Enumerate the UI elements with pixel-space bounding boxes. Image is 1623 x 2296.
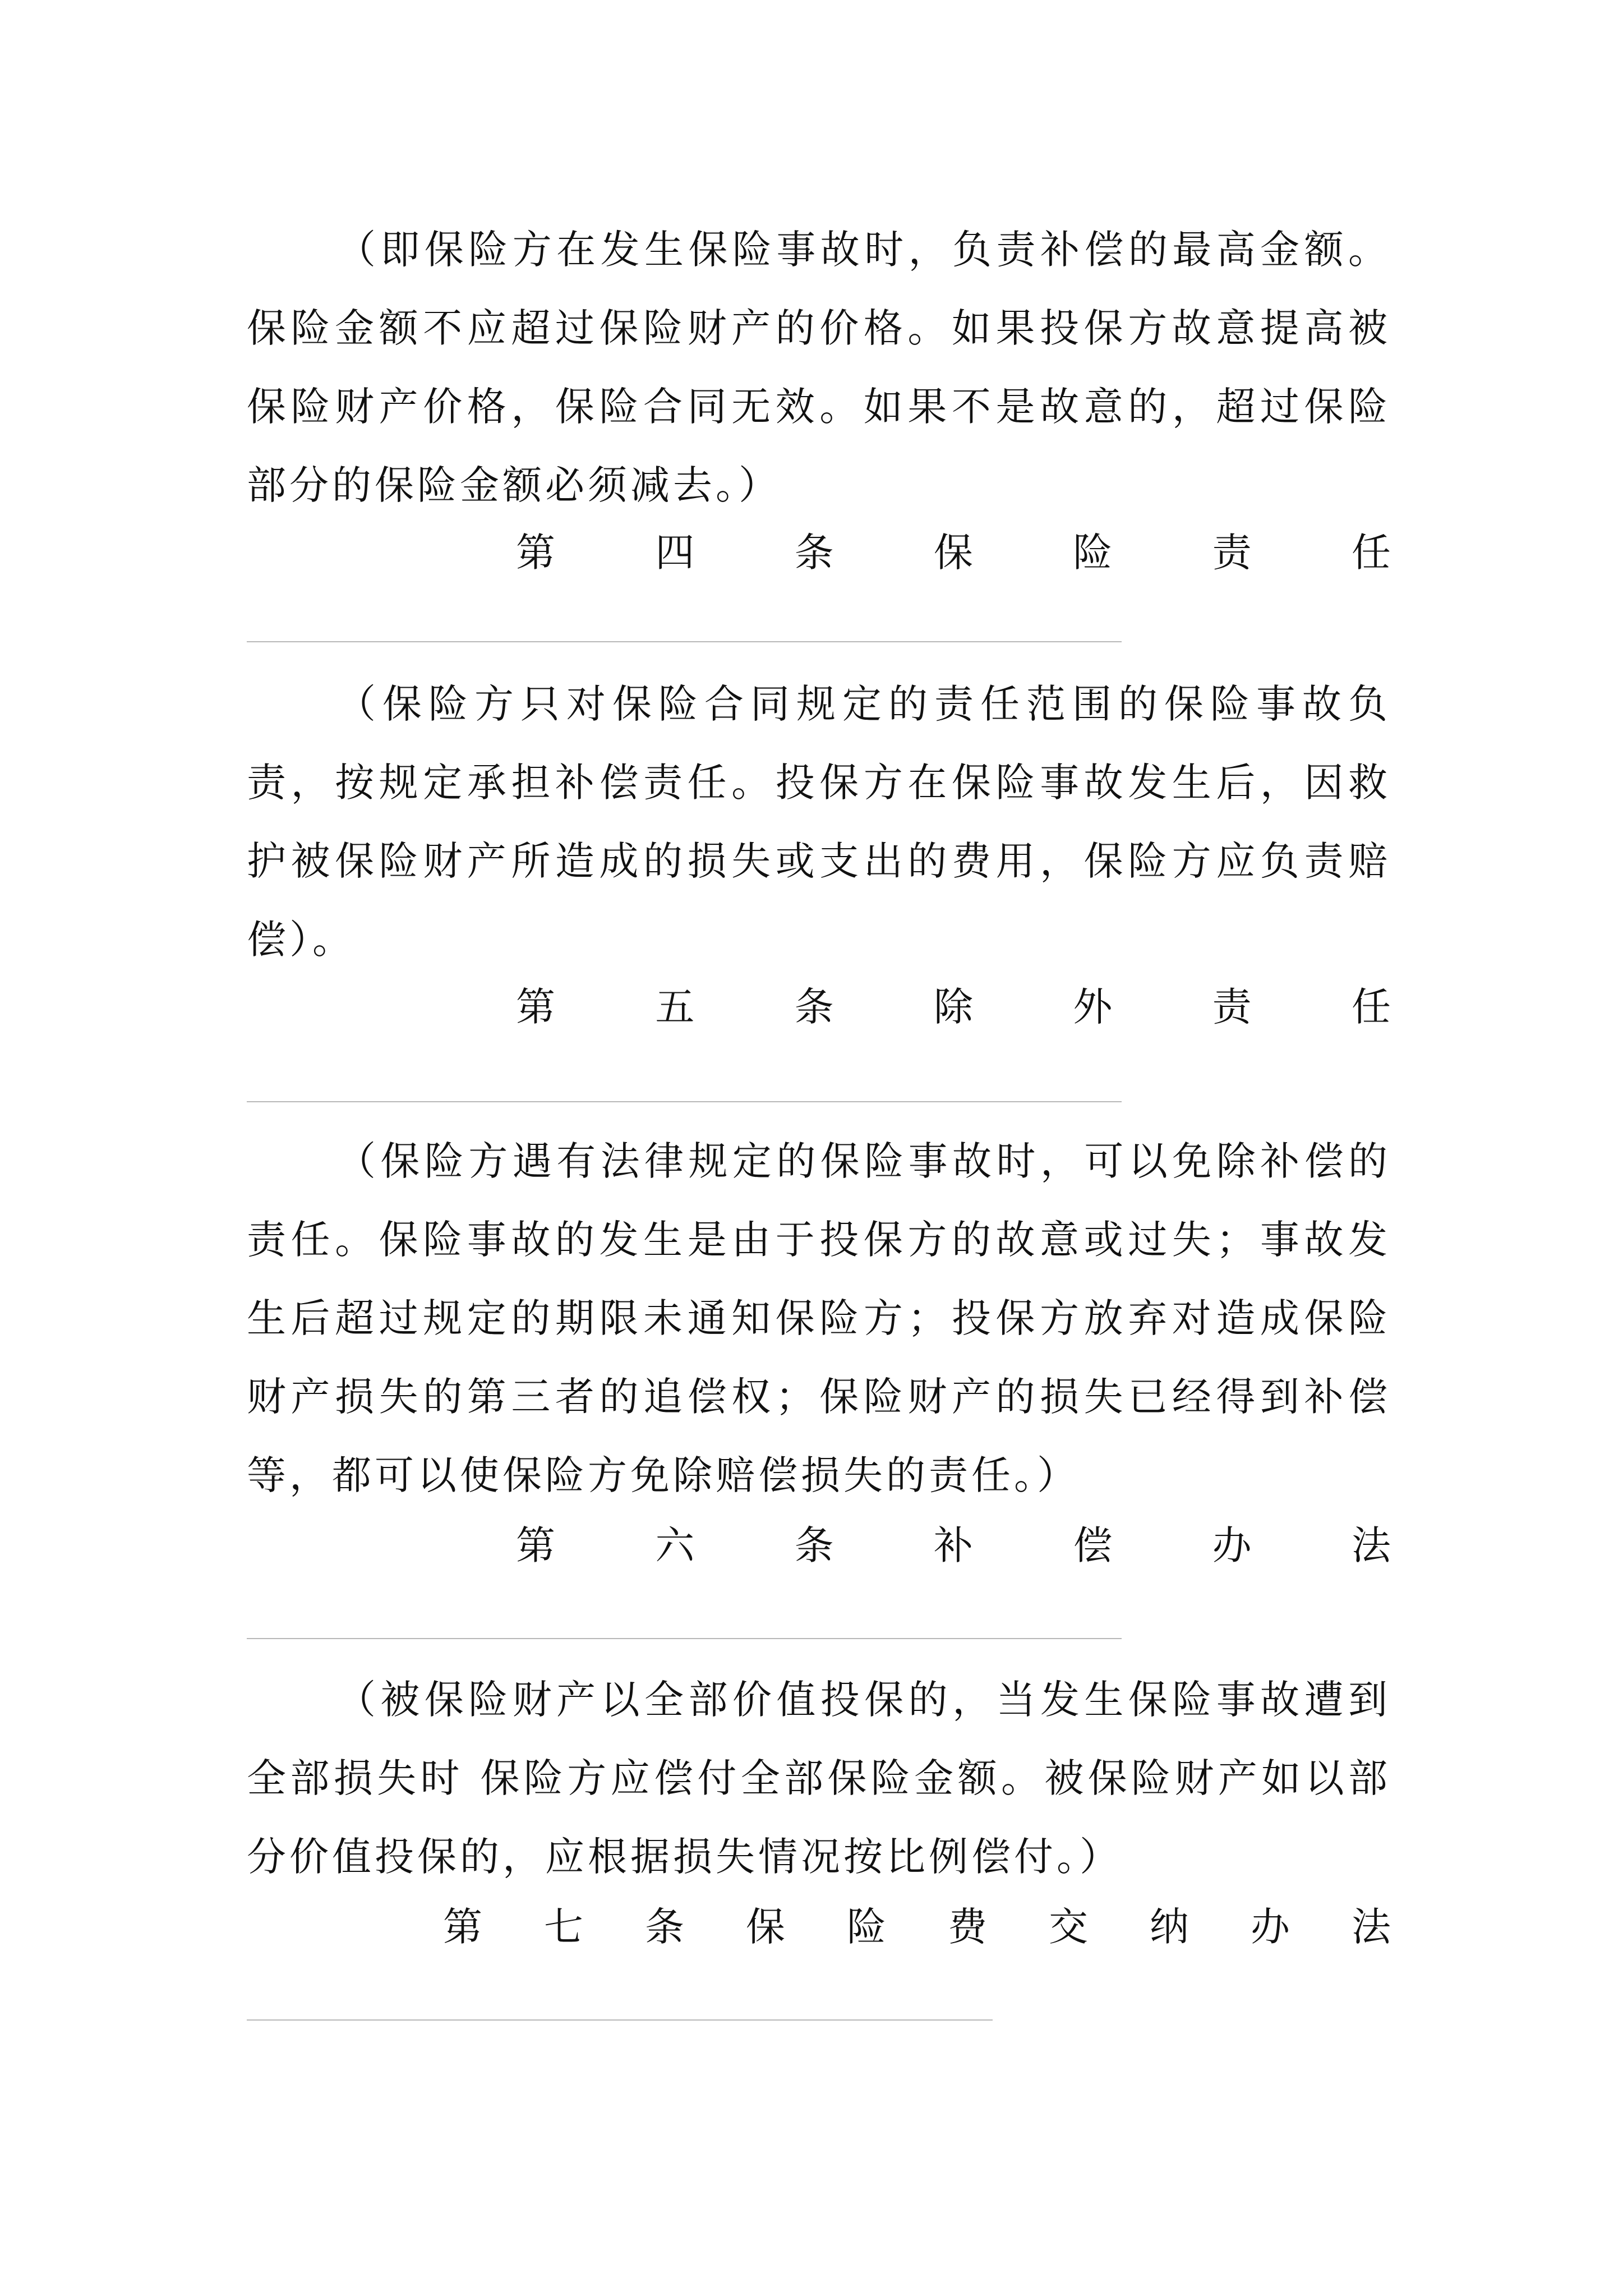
heading-char: 七 (544, 1904, 583, 1950)
heading-char: 法 (1351, 1522, 1391, 1568)
heading-char: 偿 (1073, 1522, 1113, 1568)
heading-char: 费 (948, 1904, 987, 1950)
heading-char: 第 (516, 1522, 555, 1568)
heading-char: 责 (1212, 984, 1252, 1030)
heading-char: 交 (1049, 1904, 1088, 1950)
heading-char: 条 (794, 1522, 834, 1568)
blank-underline (247, 1101, 1122, 1102)
heading-char: 保 (746, 1904, 785, 1950)
heading-article-6 (247, 1506, 1391, 1585)
heading-char: 险 (847, 1904, 886, 1950)
heading-char: 责 (1212, 530, 1252, 576)
blank-underline (247, 2019, 993, 2021)
paragraph-exclusions: （保险方遇有法律规定的保险事故时，可以免除补偿的责任。保险事故的发生是由于投保方的故意或过失；事故发生后超过规定的期限未通知保险方；投保方放弃对造成保险财产损失的第三者的追偿权；保险财产的损失已经得到补偿等，都可以使保险方免除赔偿损失的责任。） (247, 1138, 1391, 1498)
heading-char: 外 (1073, 984, 1113, 1030)
blank-underline (247, 641, 1122, 642)
heading-char: 除 (933, 984, 973, 1030)
heading-article-4 (247, 513, 1391, 592)
heading-char: 法 (1352, 1904, 1391, 1950)
heading-char: 险 (1073, 530, 1113, 576)
heading-char: 办 (1251, 1904, 1290, 1950)
heading-char: 第 (516, 984, 555, 1030)
heading-char: 五 (655, 984, 695, 1030)
heading-char: 条 (794, 984, 834, 1030)
heading-char: 条 (794, 530, 834, 576)
heading-char: 第 (443, 1904, 482, 1950)
heading-char: 第 (516, 530, 555, 576)
heading-char: 任 (1351, 984, 1391, 1030)
heading-char: 六 (655, 1522, 695, 1568)
heading-char: 任 (1351, 530, 1391, 576)
heading-char: 办 (1212, 1522, 1252, 1568)
heading-char: 纳 (1150, 1904, 1189, 1950)
heading-article-5 (247, 968, 1391, 1046)
heading-char: 保 (933, 530, 973, 576)
paragraph-insured-amount: （即保险方在发生保险事故时，负责补偿的最高金额。保险金额不应超过保险财产的价格。如果投保方故意提高被保险财产价格，保险合同无效。如果不是故意的，超过保险部分的保险金额必须减去。） (247, 227, 1391, 508)
paragraph-compensation: （被保险财产以全部价值投保的，当发生保险事故遭到全部损失时 保险方应偿付全部保险金额。被保险财产如以部分价值投保的，应根据损失情况按比例偿付。） (247, 1677, 1391, 1880)
heading-char: 四 (655, 530, 695, 576)
paragraph-insurance-liability: （保险方只对保险合同规定的责任范围的保险事故负责，按规定承担补偿责任。投保方在保险事故发生后，因救护被保险财产所造成的损失或支出的费用，保险方应负责赔偿）。 (247, 681, 1391, 963)
heading-char: 条 (645, 1904, 684, 1950)
blank-underline (247, 1638, 1122, 1639)
heading-article-7 (247, 1888, 1391, 1966)
heading-char: 补 (933, 1522, 973, 1568)
